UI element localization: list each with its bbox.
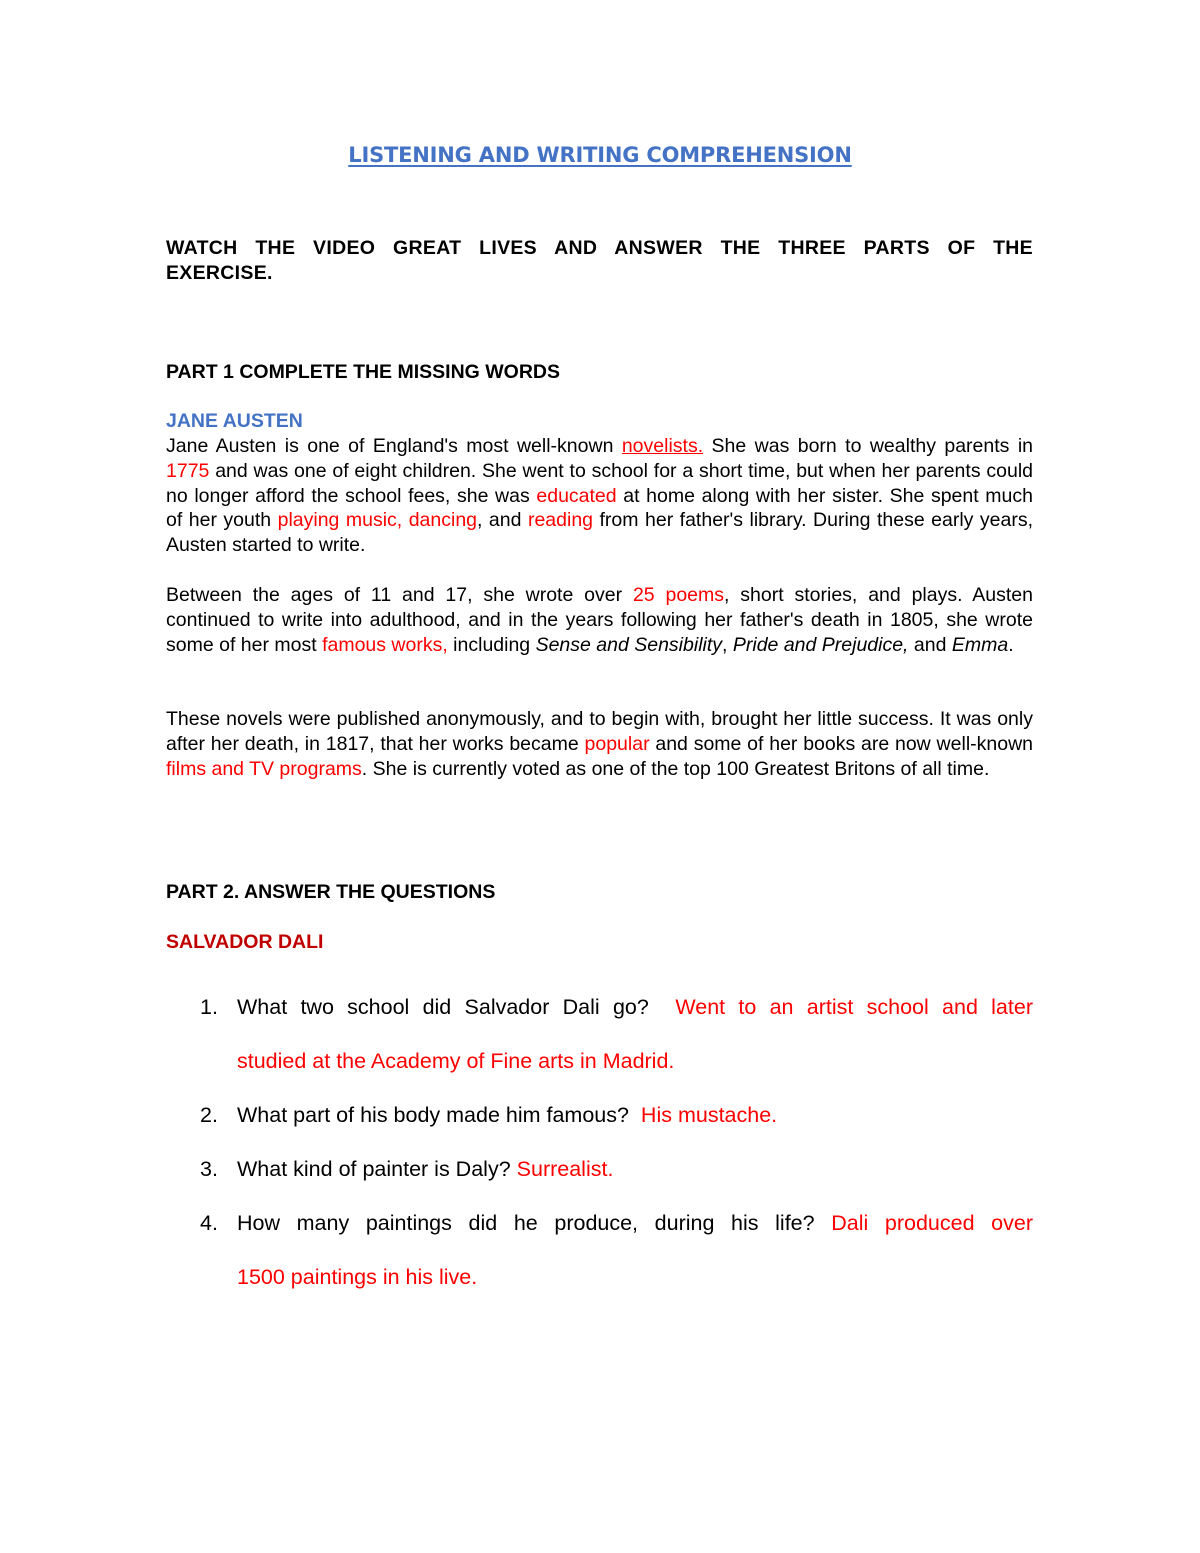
question-text: How many paintings did he produce, during his life? <box>237 1211 815 1235</box>
instructions-line-1: WATCH THE VIDEO GREAT LIVES AND ANSWER THE THREE PARTS OF THE <box>166 237 1033 259</box>
text: and <box>908 633 952 656</box>
text: . She is currently voted as one of the top 100 Greatest Britons of all time. <box>361 757 990 780</box>
text: and some of her books are now well-known <box>649 732 1034 755</box>
text: . <box>1008 633 1014 656</box>
jane-paragraph-1 <box>166 434 1033 558</box>
answer-25-poems: 25 poems <box>632 584 725 606</box>
answer-text: Surrealist. <box>516 1157 614 1181</box>
jane-paragraph-2 <box>166 583 1033 657</box>
answer-1775: 1775 <box>166 459 210 482</box>
text: including <box>447 633 536 656</box>
answer-educated: educated <box>536 484 617 507</box>
question-number: 3. <box>200 1157 218 1181</box>
answer-text: Went to an artist school and later <box>675 995 1033 1019</box>
answer-popular: popular <box>584 732 650 755</box>
question-text: What part of his body made him famous? <box>237 1103 629 1127</box>
text: She was born to wealthy parents in <box>703 435 1033 457</box>
answer-text-continued: studied at the Academy of Fine arts in Madrid. <box>237 1049 675 1073</box>
question-text: What kind of painter is Daly? <box>237 1157 511 1181</box>
text: , and <box>477 509 528 532</box>
question-number: 4. <box>200 1211 218 1235</box>
list-item <box>166 980 1033 1088</box>
text: Jane Austen is one of England's most well-known <box>166 435 622 457</box>
question-text: What two school did Salvador Dali go? <box>237 995 649 1019</box>
question-number: 1. <box>200 995 218 1019</box>
answer-famous-works: famous works, <box>322 633 448 656</box>
instructions-line-2: EXERCISE. <box>166 261 273 284</box>
text: at home along with her sister. She spent much of her youth <box>166 484 1033 532</box>
answer-playing-music: playing music, dancing <box>277 509 478 532</box>
question-line <box>237 980 1033 1034</box>
question-number: 2. <box>200 1103 218 1127</box>
book-title: Pride and Prejudice, <box>732 633 909 656</box>
text: These novels were published anonymously, and to begin with, brought her little success. It was only after her death, in 1817, that her works became <box>166 708 1033 755</box>
text: from her father's library. During these early years, Austen started to write. <box>166 509 1034 557</box>
question-list <box>166 980 1033 1304</box>
book-title: Sense and Sensibility <box>535 633 723 656</box>
question-line <box>237 1196 1033 1250</box>
list-item <box>166 1142 1033 1196</box>
answer-text: His mustache. <box>640 1103 778 1127</box>
book-title: Emma <box>951 633 1009 656</box>
jane-paragraph-3 <box>166 707 1033 781</box>
answer-text-continued: 1500 paintings in his live. <box>237 1265 478 1289</box>
salvador-dali-heading: SALVADOR DALI <box>166 931 324 953</box>
part2-heading: PART 2. ANSWER THE QUESTIONS <box>166 881 496 903</box>
answer-films-tv: films and TV programs <box>166 757 362 780</box>
text: Between the ages of 11 and 17, she wrote over <box>166 584 633 606</box>
text: and was one of eight children. She went to school for a short time, but when her parents could no longer afford the school fees, she was <box>166 459 1033 507</box>
answer-reading: reading <box>527 509 594 532</box>
answer-novelists: novelists. <box>621 435 704 457</box>
instructions <box>166 236 1033 286</box>
answer-text: Dali produced over <box>831 1211 1033 1235</box>
list-item <box>166 1196 1033 1304</box>
part1-heading: PART 1 COMPLETE THE MISSING WORDS <box>166 361 560 383</box>
text: , <box>722 633 733 656</box>
text: , short stories, and plays. Austen continued to write into adulthood, and in the years following her father's death in 1805, she wrote some of her most <box>166 584 1033 656</box>
list-item <box>166 1088 1033 1142</box>
jane-austen-heading: JANE AUSTEN <box>166 410 303 432</box>
page-title: LISTENING AND WRITING COMPREHENSION <box>348 143 852 167</box>
